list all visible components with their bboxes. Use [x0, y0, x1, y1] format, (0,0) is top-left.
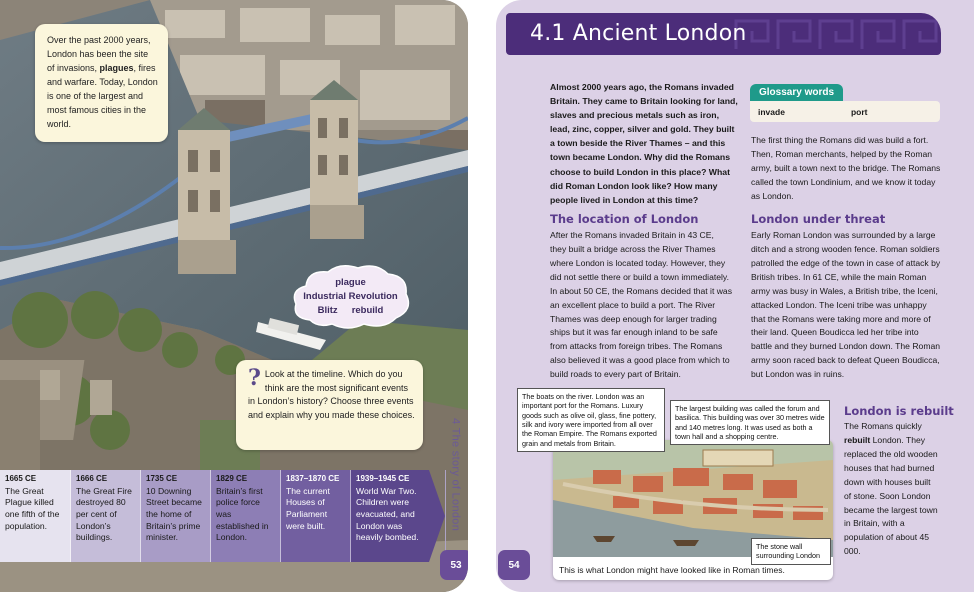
timeline-item-1837-1870	[281, 470, 351, 562]
label-stone-wall: The stone wall surrounding London	[751, 538, 831, 565]
glossary-box	[750, 82, 940, 122]
timeline	[0, 470, 446, 562]
timeline-text: Britain’s first police force was established in London.	[216, 485, 269, 543]
timeline-date: 1837–1870 CE	[286, 474, 340, 483]
timeline-item-1939-1945	[351, 470, 446, 562]
cloud-word-plague: plague	[335, 276, 366, 288]
word-cloud	[288, 262, 413, 330]
fort-paragraph: The first thing the Romans did was build a fort. Then, Roman merchants, helped by the Roman army, built a town next to the bridge. The Romans called the town Londinium, and we know it today as London.	[751, 135, 941, 201]
timeline-date: 1735 CE	[146, 474, 178, 483]
intro-text-end: , fires and warfare. Today, London is one of the largest and most famous cities in the world.	[47, 62, 158, 129]
cloud-word-blitz: Blitz	[317, 304, 338, 316]
rebuilt-text-end: London. They replaced the old wooden houses that had burned down with houses built of stone. Soon London became the largest town in Britain, with a population of about 45 000.	[844, 434, 938, 557]
timeline-item-1666	[71, 470, 141, 562]
timeline-text: The Great Plague killed one fifth of the population.	[5, 485, 60, 531]
timeline-date: 1666 CE	[76, 474, 108, 483]
cloud-word-rebuild: rebuild	[351, 304, 384, 316]
timeline-text: The current Houses of Parliament were built.	[286, 485, 330, 531]
page-title: 4.1 Ancient London	[530, 21, 747, 46]
threat-heading: London under threat	[751, 212, 886, 226]
timeline-item-1735	[141, 470, 211, 562]
timeline-date: 1939–1945 CE	[356, 474, 410, 483]
label-forum: The largest building was called the forum and basilica. This building was over 30 metres wide and 140 metres long. It was used as both a town hall and a shopping centre.	[670, 400, 830, 445]
location-heading: The location of London	[550, 212, 699, 226]
page-number-53: 53	[440, 550, 468, 580]
page-number-54: 54	[498, 550, 530, 580]
rebuilt-text-start: The Romans quickly	[844, 421, 922, 431]
location-paragraph: After the Romans invaded Britain in 43 CE, they built a bridge across the River Thames where London is located today. However, they did not settle there or build a town immediately. In about 50 CE, the Romans decided that it was an excellent place to build a port. The River Thames was deep enough for larger trading ships but it was far enough inland to be safe from attacks from foreign tribes. The Romans also believed it was a good place from which to build roads to every part of Britain.	[550, 230, 733, 380]
timeline-date: 1829 CE	[216, 474, 248, 483]
intro-paragraph: Almost 2000 years ago, the Romans invaded Britain. They came to Britain looking for land, slaves and precious metals such as iron, lead, zinc, copper, silver and gold. They built a town beside the River Thames – and this town became London. Why did the Romans choose to build London in this place? What did Roman London look like? How many people lived in London at this time?	[550, 82, 738, 205]
glossary-word-port: port	[850, 106, 868, 117]
question-text: Look at the timeline. Which do you think are the most significant events in London’s history? Choose three events and explain why you made these choices.	[248, 369, 415, 420]
chapter-side-label	[443, 400, 468, 550]
timeline-text: World War Two. Children were evacuated, and London was heavily bombed.	[356, 485, 419, 543]
glossary-words	[750, 101, 940, 122]
threat-paragraph: Early Roman London was surrounded by a large ditch and a strong wooden fence. Roman soldiers patrolled the edge of the town in case of attack by British tribes. In 61 CE, while the main Roman army was busy in Wales, a British tribe, the Iceni, attacked London. The Iceni tribe was unhappy that the Romans were taking more and more of their land. Queen Boudicca led her tribe into battle and they burned London down. The Roman army soon raced back to defeat Queen Boudicca, but London was in ruins.	[751, 230, 941, 380]
chapter-title-bar	[506, 13, 941, 55]
cloud-word-industrial-revolution: Industrial Revolution	[303, 290, 398, 302]
glossary-word-invade: invade	[758, 106, 785, 117]
timeline-date: 1665 CE	[5, 474, 37, 483]
rebuilt-heading: London is rebuilt	[844, 404, 954, 418]
timeline-item-1665	[0, 470, 71, 562]
timeline-text: 10 Downing Street became the home of Britain’s prime minister.	[146, 485, 202, 543]
rebuilt-text-bold: rebuilt	[844, 434, 871, 445]
illustration-caption: This is what London might have looked like in Roman times.	[559, 565, 785, 575]
chapter-label-text: 4 The story of London	[449, 418, 462, 532]
question-mark-icon: ?	[248, 365, 261, 391]
left-page	[0, 0, 468, 592]
intro-text-start: Over the past 2000 years, London has been the site of invasions,	[47, 35, 151, 73]
intro-text-bold: plagues	[99, 62, 134, 73]
rebuilt-paragraph	[844, 420, 940, 559]
glossary-heading: Glossary words	[750, 84, 843, 101]
timeline-text: The Great Fire destroyed 80 per cent of London’s buildings.	[76, 485, 132, 543]
question-box	[236, 360, 423, 450]
label-boats: The boats on the river. London was an important port for the Romans. Luxury goods such as olive oil, glass, fine pottery, silk and ivory were imported from all over the Roman Empire. The Romans exported grain and metals from Britain.	[517, 388, 665, 452]
timeline-item-1829	[211, 470, 281, 562]
intro-box	[35, 24, 168, 142]
